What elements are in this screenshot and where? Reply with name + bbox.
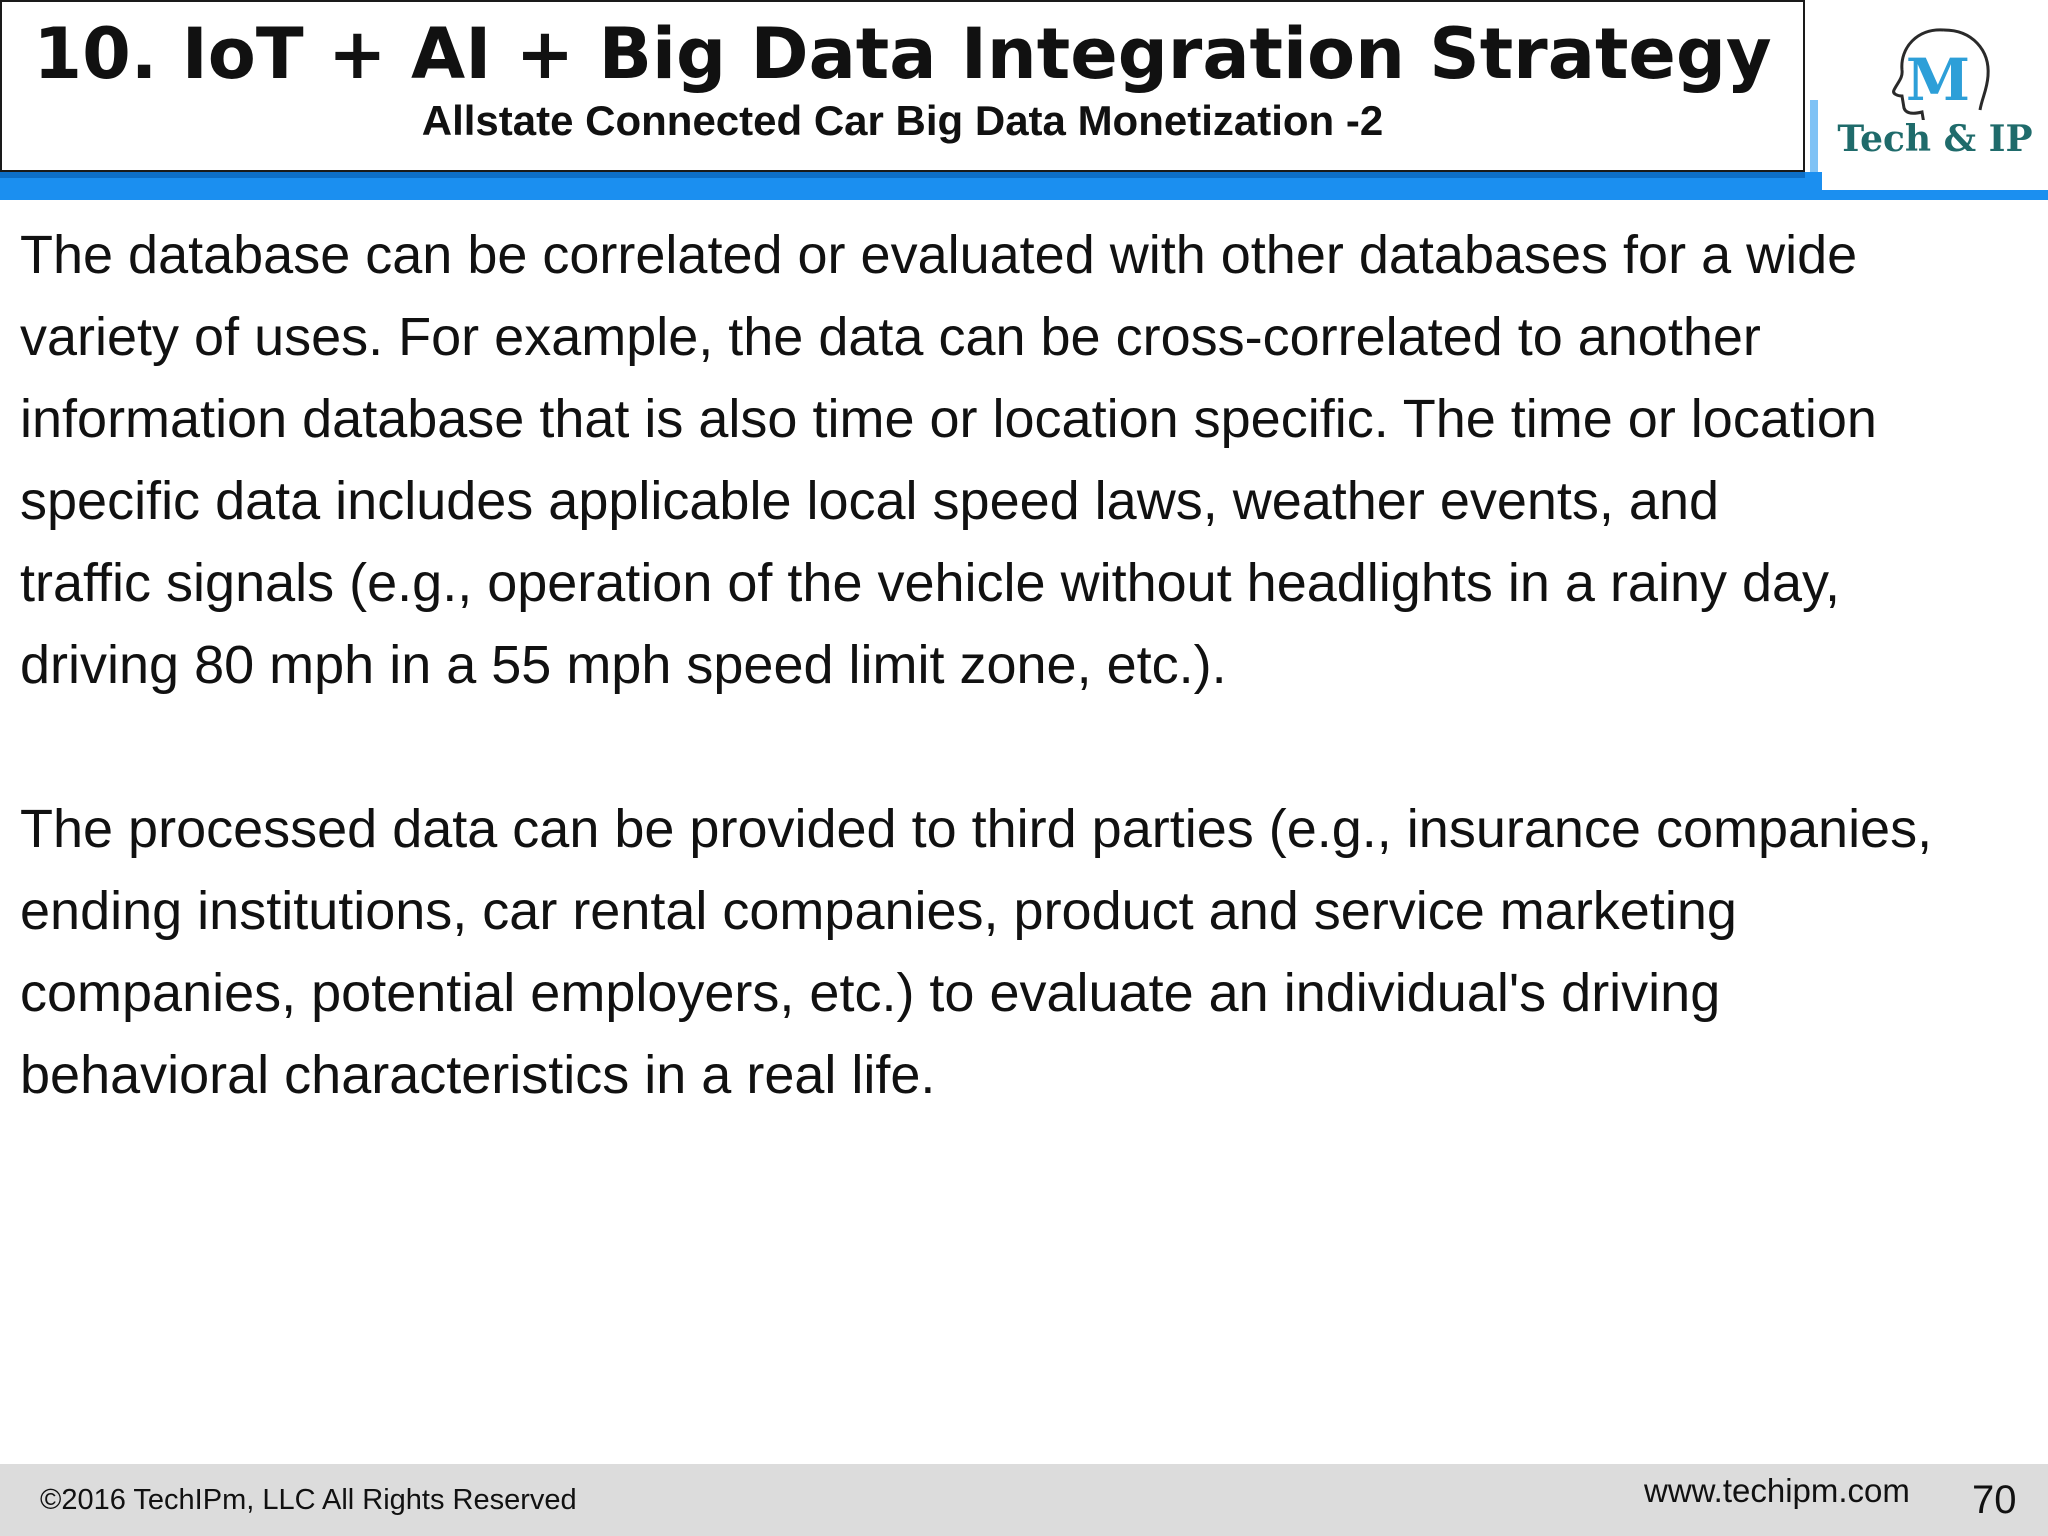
- text-line: The database can be correlated or evaluated with other databases for a wide: [20, 225, 1858, 285]
- title-box: [0, 0, 1805, 172]
- body-content: [20, 214, 2030, 1116]
- company-logo: [1822, 0, 2048, 190]
- text-line: variety of uses. For example, the data can be cross-correlated to another: [20, 307, 1761, 367]
- header-accent-bar-shade: [0, 172, 1805, 178]
- paragraph-1: [20, 214, 2030, 706]
- logo-text: Tech & IP: [1837, 118, 2033, 160]
- slide-subtitle: Allstate Connected Car Big Data Monetization -2: [421, 97, 1384, 144]
- text-line: information database that is also time or location specific. The time or location: [20, 389, 1877, 449]
- text-line: The processed data can be provided to third parties (e.g., insurance companies,: [20, 799, 1933, 859]
- slide-title: 10. IoT + AI + Big Data Integration Strategy: [33, 13, 1772, 95]
- logo-divider: [1810, 100, 1818, 172]
- copyright-notice: ©2016 TechIPm, LLC All Rights Reserved: [40, 1484, 577, 1516]
- page-number: 70: [1972, 1478, 2017, 1522]
- footer: [0, 1464, 2048, 1536]
- head-profile-icon: [1822, 0, 2048, 120]
- logo-monogram: M: [1905, 46, 1971, 114]
- text-line: ending institutions, car rental companies, product and service marketing: [20, 881, 1737, 941]
- text-line: specific data includes applicable local speed laws, weather events, and: [20, 471, 1720, 531]
- website-url: www.techipm.com: [1644, 1472, 1910, 1509]
- text-line: companies, potential employers, etc.) to evaluate an individual's driving: [20, 963, 1721, 1023]
- text-line: driving 80 mph in a 55 mph speed limit zone, etc.).: [20, 635, 1227, 695]
- paragraph-2: [20, 788, 2030, 1116]
- text-line: behavioral characteristics in a real life.: [20, 1045, 936, 1105]
- text-line: traffic signals (e.g., operation of the vehicle without headlights in a rainy day,: [20, 553, 1841, 613]
